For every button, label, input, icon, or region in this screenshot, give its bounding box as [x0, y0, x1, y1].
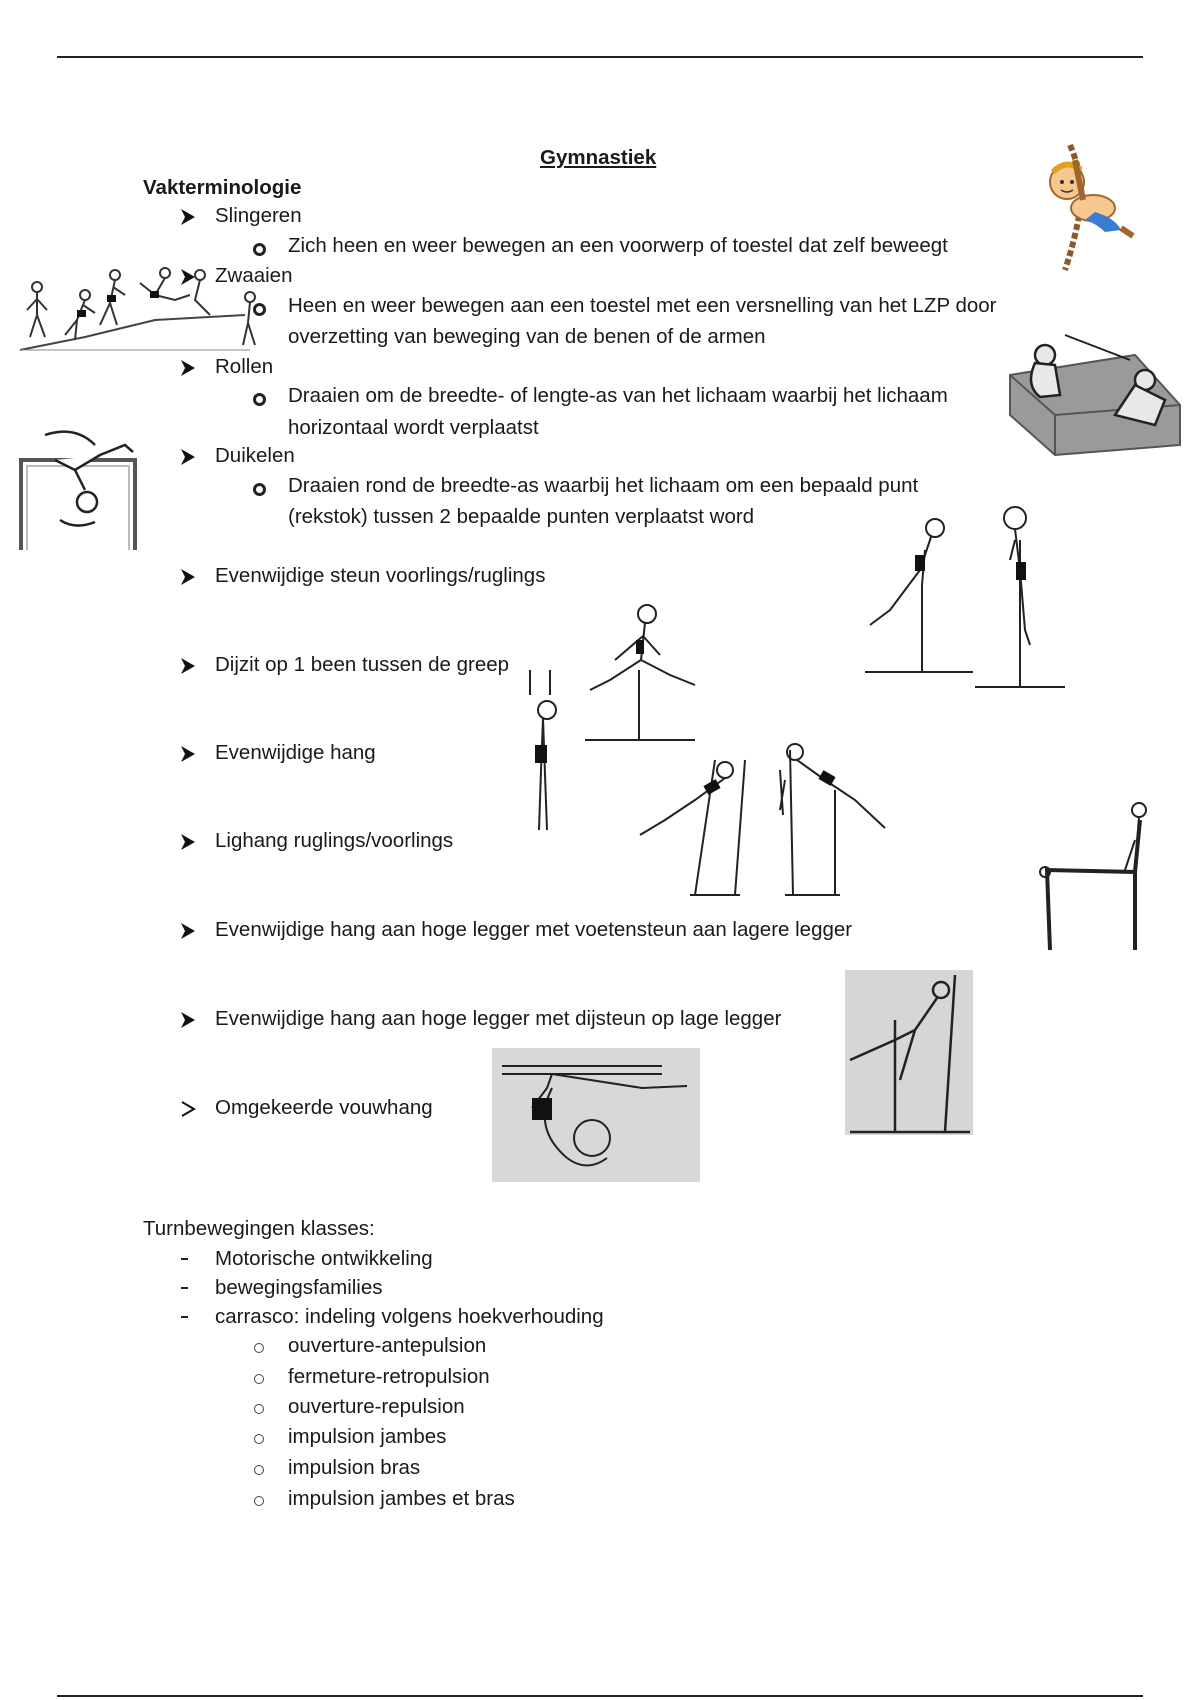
footer-rule — [57, 1695, 1143, 1697]
dash-bullet-icon — [181, 1258, 188, 1260]
header-rule — [57, 56, 1143, 58]
arrowhead-bullet-icon — [180, 1100, 196, 1118]
position-item: Evenwijdige hang — [215, 741, 376, 764]
carrasco-item: impulsion jambes et bras — [288, 1487, 515, 1510]
position-item: Lighang ruglings/voorlings — [215, 829, 454, 852]
thigh-support-hang-illustration — [845, 970, 973, 1135]
section-heading: Vakterminologie — [143, 176, 302, 199]
term-description: Draaien rond de breedte-as waarbij het lichaam om een bepaald punt — [288, 474, 919, 497]
position-item: Dijzit op 1 been tussen de greep — [215, 653, 510, 676]
classes-heading: Turnbewegingen klasses: — [143, 1217, 375, 1240]
arrowhead-bullet-icon — [180, 922, 196, 940]
position-item: Evenwijdige hang aan hoge legger met voetensteun aan lagere legger — [215, 918, 853, 941]
circle-bullet-icon — [253, 483, 266, 496]
class-item: carrasco: indeling volgens hoekverhouding — [215, 1305, 604, 1328]
circle-bullet-icon — [254, 1343, 264, 1353]
dash-bullet-icon — [181, 1316, 188, 1318]
swing-sequence-illustration — [15, 265, 265, 355]
circle-bullet-icon — [254, 1404, 264, 1414]
straddle-sit-illustration — [585, 600, 700, 745]
class-item: Motorische ontwikkeling — [215, 1247, 433, 1270]
position-item: Evenwijdige hang aan hoge legger met dijsteun op lage legger — [215, 1007, 782, 1030]
parallel-support-illustration — [865, 500, 1070, 690]
circle-bullet-icon — [254, 1465, 264, 1475]
class-item: bewegingsfamilies — [215, 1276, 383, 1299]
term-description: Draaien om de breedte- of lengte-as van het lichaam waarbij het lichaam — [288, 384, 948, 407]
position-item: Omgekeerde vouwhang — [215, 1096, 433, 1119]
carrasco-item: impulsion bras — [288, 1456, 421, 1479]
carrasco-item: impulsion jambes — [288, 1425, 447, 1448]
arrowhead-bullet-icon — [180, 657, 196, 675]
term-description: Zich heen en weer bewegen an een voorwerp of toestel dat zelf beweegt — [288, 234, 948, 257]
term-label: Zwaaien — [215, 264, 293, 287]
term-label: Slingeren — [215, 204, 302, 227]
rolling-mat-illustration — [1005, 325, 1185, 465]
forward-roll-bar-illustration — [15, 430, 145, 555]
carrasco-item: ouverture-antepulsion — [288, 1334, 487, 1357]
term-description: horizontaal wordt verplaatst — [288, 416, 539, 439]
arrowhead-bullet-icon — [180, 745, 196, 763]
carrasco-item: ouverture-repulsion — [288, 1395, 465, 1418]
parallel-hang-illustration — [525, 670, 570, 840]
term-label: Rollen — [215, 355, 274, 378]
arrowhead-bullet-icon — [180, 1011, 196, 1029]
foot-support-hang-illustration — [1025, 800, 1170, 955]
circle-bullet-icon — [254, 1374, 264, 1384]
carrasco-item: fermeture-retropulsion — [288, 1365, 490, 1388]
lying-hang-illustration — [635, 740, 900, 900]
term-description: Heen en weer bewegen aan een toestel met een versnelling van het LZP door — [288, 294, 997, 317]
circle-bullet-icon — [254, 1434, 264, 1444]
circle-bullet-icon — [253, 393, 266, 406]
circle-bullet-icon — [254, 1496, 264, 1506]
page-title: Gymnastiek — [540, 146, 657, 169]
arrowhead-bullet-icon — [180, 833, 196, 851]
arrowhead-bullet-icon — [180, 448, 196, 466]
inverted-pike-hang-illustration — [492, 1048, 700, 1182]
position-item: Evenwijdige steun voorlings/ruglings — [215, 564, 546, 587]
term-label: Duikelen — [215, 444, 295, 467]
arrowhead-bullet-icon — [180, 359, 196, 377]
circle-bullet-icon — [253, 243, 266, 256]
arrowhead-bullet-icon — [180, 568, 196, 586]
term-description: (rekstok) tussen 2 bepaalde punten verplaatst word — [288, 505, 755, 528]
rope-swing-illustration — [1025, 140, 1145, 275]
term-description: overzetting van beweging van de benen of de armen — [288, 325, 766, 348]
arrowhead-bullet-icon — [180, 208, 196, 226]
dash-bullet-icon — [181, 1287, 188, 1289]
